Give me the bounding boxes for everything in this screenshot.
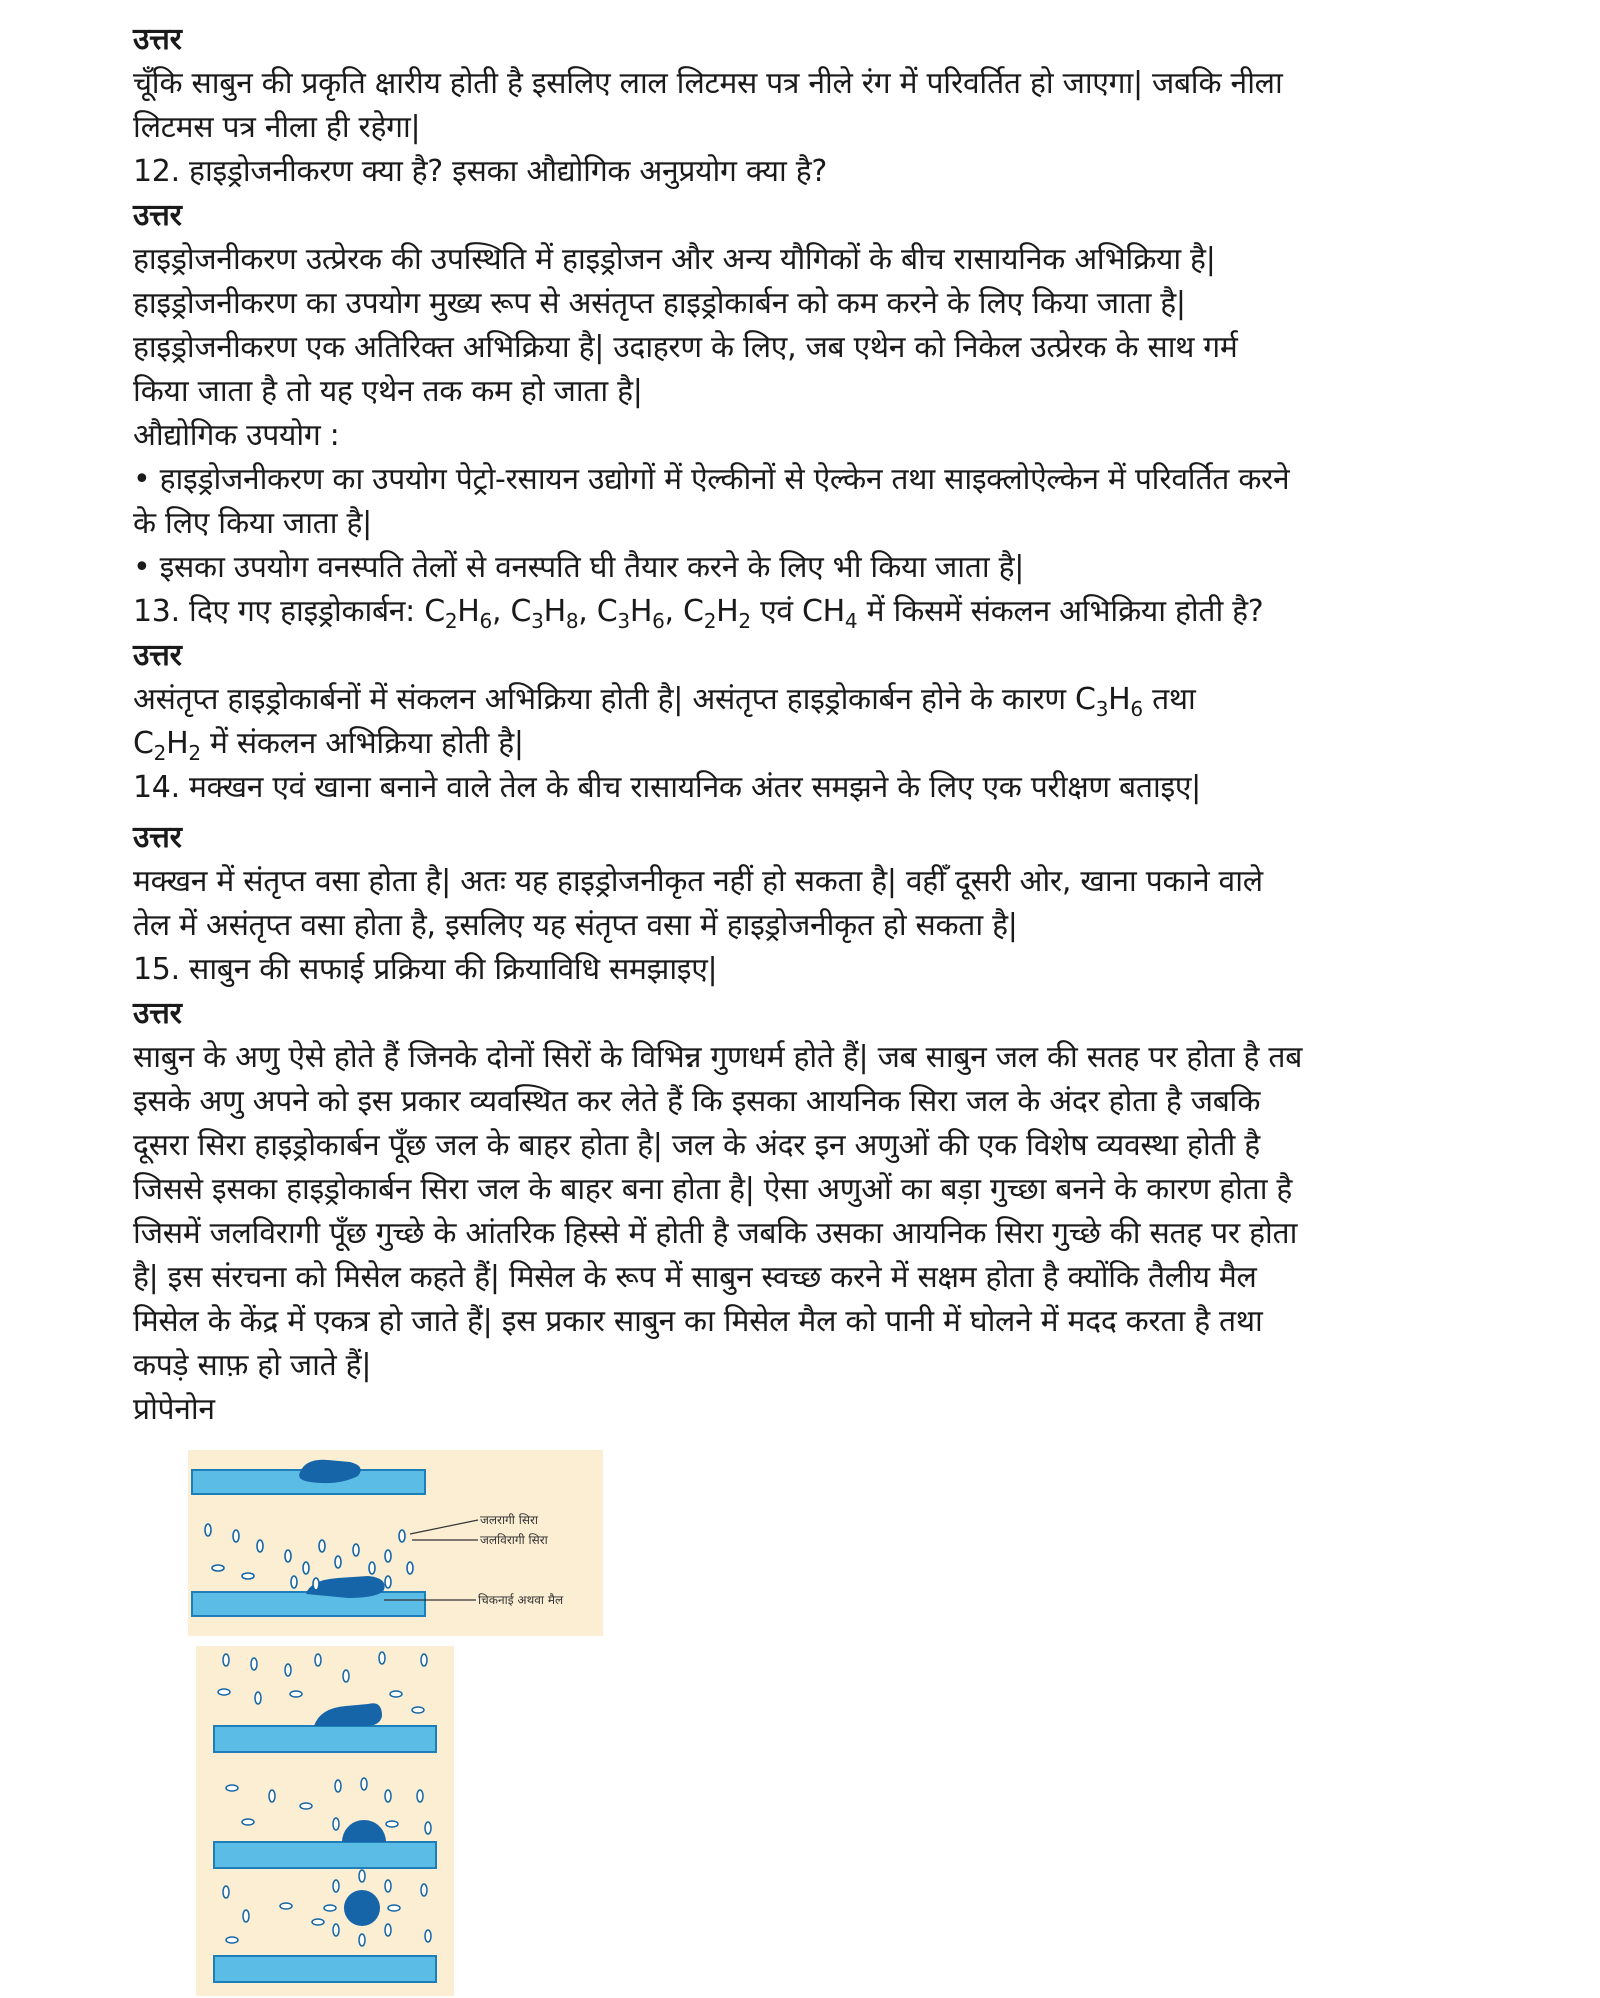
answer-12-line: हाइड्रोजनीकरण उत्प्रेरक की उपस्थिति में हाइड्रोजन और अन्य यौगिकों के बीच रासायनिक अभिक्रिया है| [133, 242, 1216, 277]
question-13: 13. दिए गए हाइड्रोकार्बन: $C_2H_6$, $C_3H_8$, $C_3H_6$, $C_2H_2$ एवं $CH_4$ में किसमें संकलन अभिक्रिया होती है? [133, 594, 1264, 633]
answer-14-line: तेल में असंतृप्त वसा होता है, इसलिए यह संतृप्त वसा में हाइड्रोजनीकृत हो सकता है| [133, 908, 1018, 943]
label-hydrophilic: जलरागी सिरा [480, 1513, 538, 1527]
bullet-item-continued: के लिए किया जाता है| [133, 506, 372, 541]
bullet-item: • इसका उपयोग वनस्पति तेलों से वनस्पति घी तैयार करने के लिए भी किया जाता है| [133, 550, 1025, 585]
answer-heading: उत्तर [133, 996, 182, 1031]
water-layer [214, 1956, 436, 1982]
question-14: 14. मक्खन एवं खाना बनाने वाले तेल के बीच रासायनिक अंतर समझने के लिए एक परीक्षण बताइए| [133, 770, 1201, 805]
answer-heading: उत्तर [133, 198, 182, 233]
question-12: 12. हाइड्रोजनीकरण क्या है? इसका औद्योगिक अनुप्रयोग क्या है? [133, 154, 827, 189]
micelle-core [344, 1890, 380, 1926]
answer-15-line: इसके अणु अपने को इस प्रकार व्यवस्थित कर लेते हैं कि इसका आयनिक सिरा जल के अंदर होता है जबकि [133, 1084, 1261, 1119]
answer-11-line: चूँकि साबुन की प्रकृति क्षारीय होती है इसलिए लाल लिटमस पत्र नीले रंग में परिवर्तित हो जाएगा| जबकि नीला [133, 66, 1283, 101]
answer-14-line: मक्खन में संतृप्त वसा होता है| अतः यह हाइड्रोजनीकृत नहीं हो सकता है| वहीँ दूसरी ओर, खाना पकाने वाले [133, 864, 1263, 899]
answer-12-line: हाइड्रोजनीकरण का उपयोग मुख्य रूप से असंतृप्त हाइड्रोकार्बन को कम करने के लिए किया जाता है| [133, 286, 1186, 321]
label-grease: चिकनाई अथवा मैल [478, 1593, 564, 1607]
answer-13-line: $C_2H_2$ में संकलन अभिक्रिया होती है| [133, 726, 524, 765]
answer-13-line: असंतृप्त हाइड्रोकार्बनों में संकलन अभिक्रिया होती है| असंतृप्त हाइड्रोकार्बन होने के कारण $C_3H_6$ तथा [133, 682, 1196, 721]
micelle-formation-figure [196, 1646, 454, 1996]
answer-15-line: है| इस संरचना को मिसेल कहते हैं| मिसेल के रूप में साबुन स्वच्छ करने में सक्षम होता है क्योंकि तैलीय मैल [133, 1260, 1257, 1295]
water-layer [214, 1726, 436, 1752]
answer-11-line: लिटमस पत्र नीला ही रहेगा| [133, 110, 421, 145]
trailing-word: प्रोपेनोन [133, 1392, 215, 1427]
answer-heading: उत्तर [133, 638, 182, 673]
industrial-use-heading: औद्योगिक उपयोग : [133, 418, 340, 453]
label-hydrophobic: जलविरागी सिरा [480, 1533, 548, 1547]
answer-15-line: साबुन के अणु ऐसे होते हैं जिनके दोनों सिरों के विभिन्न गुणधर्म होते हैं| जब साबुन जल की सतह पर होता है तब [133, 1040, 1303, 1075]
soap-grease-figure [188, 1450, 603, 1636]
bullet-item: • हाइड्रोजनीकरण का उपयोग पेट्रो-रसायन उद्योगों में ऐल्कीनों से ऐल्केन तथा साइक्लोऐल्केन में परिवर्तित करने [133, 462, 1290, 497]
answer-12-line: किया जाता है तो यह एथेन तक कम हो जाता है| [133, 374, 643, 409]
answer-15-line: जिससे इसका हाइड्रोकार्बन सिरा जल के बाहर बना होता है| ऐसा अणुओं का बड़ा गुच्छा बनने के कारण होता है [133, 1172, 1293, 1207]
answer-15-line: जिसमें जलविरागी पूँछ गुच्छे के आंतरिक हिस्से में होती है जबकि उसका आयनिक सिरा गुच्छे की सतह पर होता [133, 1216, 1298, 1251]
water-layer [214, 1842, 436, 1868]
water-surface-bottom [192, 1592, 425, 1616]
answer-heading: उत्तर [133, 820, 182, 855]
answer-15-line: कपड़े साफ़ हो जाते हैं| [133, 1348, 372, 1383]
document-page [133, 18, 1433, 1432]
answer-12-line: हाइड्रोजनीकरण एक अतिरिक्त अभिक्रिया है| उदाहरण के लिए, जब एथेन को निकेल उत्प्रेरक के साथ गर्म [133, 330, 1238, 365]
answer-15-line: मिसेल के केंद्र में एकत्र हो जाते हैं| इस प्रकार साबुन का मिसेल मैल को पानी में घोलने में मदद करता है तथा [133, 1304, 1263, 1339]
question-15: 15. साबुन की सफाई प्रक्रिया की क्रियाविधि समझाइए| [133, 952, 718, 987]
figure-background [196, 1646, 454, 1996]
answer-15-line: दूसरा सिरा हाइड्रोकार्बन पूँछ जल के बाहर होता है| जल के अंदर इन अणुओं की एक विशेष व्यवस्था होती है [133, 1128, 1260, 1163]
answer-heading: उत्तर [133, 22, 182, 57]
